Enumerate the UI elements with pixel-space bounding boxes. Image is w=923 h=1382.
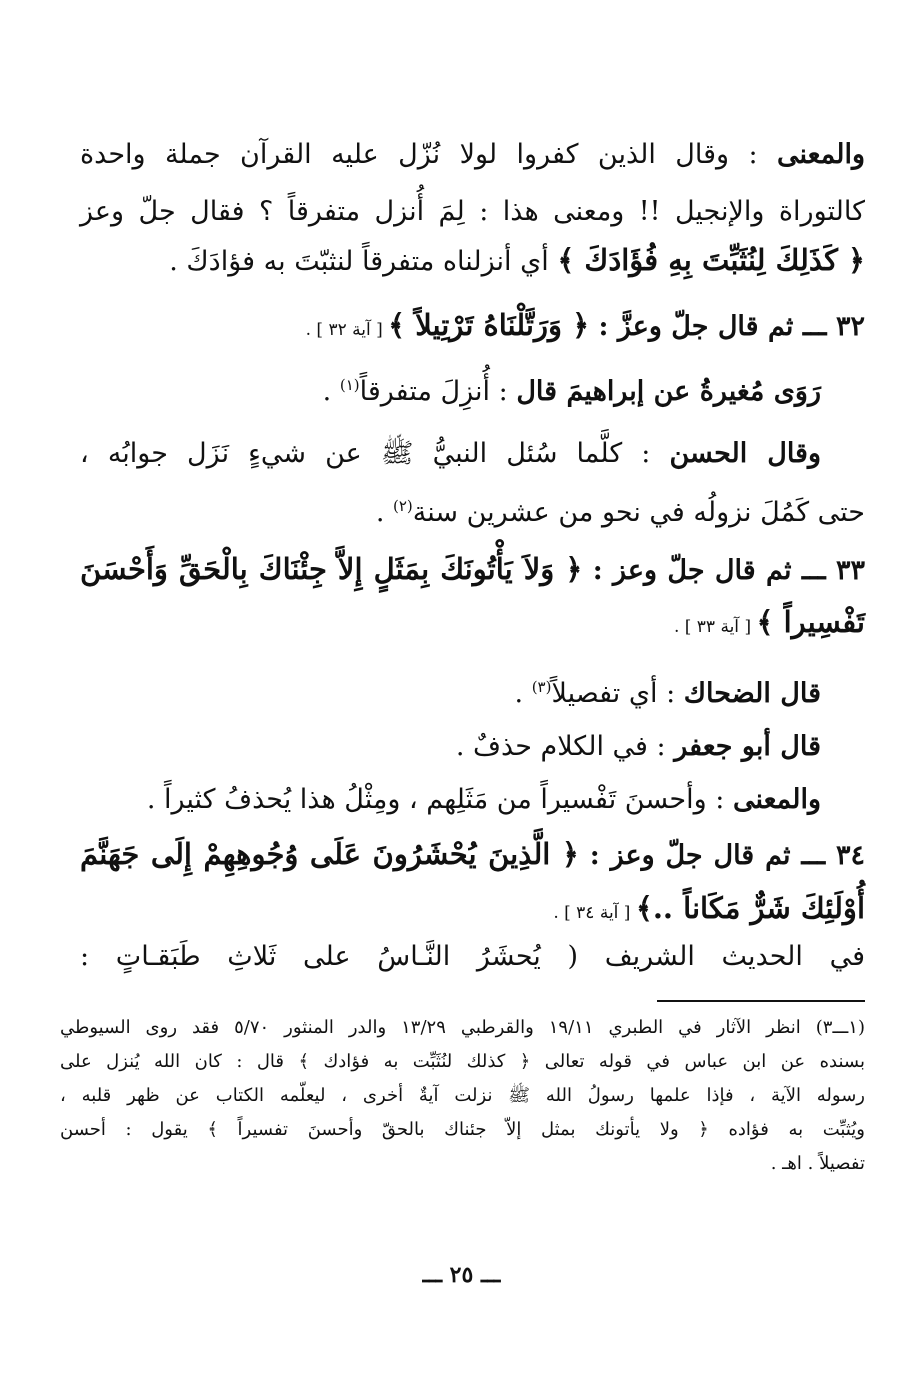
quran-quote: ﴿ وَرَتَّلْنَاهُ تَرْتِيلاً ﴾ — [388, 308, 590, 342]
line-end: . — [514, 678, 532, 709]
footnote-marker: (٢) — [393, 497, 413, 515]
verse-number: ٣٤ ـــ ثم قال جلّ وعز : — [578, 840, 866, 871]
quran-quote: تَفْسِيراً ﴾ — [756, 605, 865, 639]
body-line-2 — [80, 190, 865, 234]
body-line-9 — [80, 600, 865, 649]
lead-term: قال أبو جعفر — [674, 731, 821, 762]
line-text: : في الكلام حذفٌ . — [455, 731, 675, 762]
line-text: في الحديث الشريف ( يُحشَرُ النَّـاسُ على ثَلاثِ طَبَقـاتٍ : — [80, 941, 865, 972]
verse-number: ٣٣ ـــ ثم قال جلّ وعز : — [582, 555, 866, 586]
line-text: كالتوراة والإنجيل !! ومعنى هذا : لِمَ أُنزل متفرقاً ؟ فقال جلّ وعز — [80, 196, 865, 227]
line-text: حتى كَمُلَ نزولُه في نحو من عشرين سنة — [412, 497, 865, 528]
body-line-12 — [80, 778, 821, 822]
verse-heading-33 — [80, 547, 865, 593]
lead-term: والمعنى — [732, 784, 821, 815]
footnote-line-2: بسنده عن ابن عباس في قوله تعالى ﴿ كذلك لنُثَبِّت به فؤادك ﴾ قال : كان الله يُنزل على — [60, 1051, 865, 1072]
footnote-separator — [657, 1000, 865, 1002]
quran-quote: أُوْلَئِكَ شَرٌّ مَكَاناً ..﴾ — [635, 891, 865, 925]
footnote-marker: (٣) — [531, 678, 552, 696]
body-line-11 — [80, 725, 821, 769]
lead-term: والمعنى — [776, 139, 865, 170]
body-line-3 — [80, 238, 865, 284]
line-text: : أي تفصيلاً — [551, 678, 684, 709]
body-line-5 — [80, 363, 821, 414]
lead-term: وقال الحسن — [669, 438, 821, 469]
verse-ref: [ آية ٣٣ ] . — [673, 617, 757, 637]
verse-ref: [ آية ٣٢ ] . — [305, 320, 389, 340]
quran-quote: ﴿ وَلاَ يَأْتُونَكَ بِمَثَلٍ إِلاَّ جِئْنَاكَ بِالْحَقِّ وَأَحْسَنَ — [80, 552, 583, 586]
quran-quote: ﴿ كَذَلِكَ لِنُثَبِّتَ بِهِ فُؤَادَكَ ﴾ — [557, 243, 865, 277]
verse-ref: [ آية ٣٤ ] . — [553, 903, 636, 923]
body-line-14 — [80, 886, 865, 935]
footnote-line-5: تفصيلاً . اهـ . — [770, 1153, 865, 1174]
body-line-7 — [80, 484, 865, 535]
body-line-10 — [80, 665, 821, 716]
verse-heading-32 — [80, 303, 865, 352]
line-end: . — [322, 376, 340, 407]
footnote-line-1: (١ـــ٣) انظر الآثار في الطبري ١٩/١١ والقرطبي ١٣/٢٩ والدر المنثور ٥/٧٠ فقد روى السيوطي — [60, 1017, 865, 1038]
lead-term: قال الضحاك — [683, 678, 821, 709]
quran-quote: ﴿ الَّذِينَ يُحْشَرُونَ عَلَى وُجُوهِهِمْ إِلَى جَهَنَّمَ — [80, 837, 579, 871]
line-end: . — [375, 497, 393, 528]
line-text: أي أنزلناه متفرقاً لنثبّتَ به فؤادَكَ . — [169, 246, 558, 277]
body-line-1 — [80, 133, 865, 177]
line-text: : أُنزِلَ متفرقاً — [359, 376, 517, 407]
footnote-line-3: رسوله الآية ، فإذا علمها رسولُ الله ﷺ نزلت آيةٌ أخرى ، ليعلّمه الكتاب عن ظهر قلبه ، — [60, 1085, 865, 1106]
verse-number: ٣٢ ـــ ثم قال جلّ وعزَّ : — [589, 311, 865, 342]
body-line-6 — [80, 432, 821, 476]
line-text: : وأحسنَ تَفْسيراً من مَثَلِهم ، ومِثْلُ هذا يُحذفُ كثيراً . — [146, 784, 733, 815]
line-text: : وقال الذين كفروا لولا نُزّل عليه القرآن جملة واحدة — [80, 139, 777, 170]
body-line-15 — [80, 935, 865, 979]
footnote-marker: (١) — [339, 376, 360, 394]
verse-heading-34 — [80, 832, 865, 878]
footnote-line-4: ويُثبِّت به فؤاده ﴿ ولا يأتونك بمثل إلاّ جئناك بالحقّ وأحسنَ تفسيراً ﴾ يقول : أحسن — [60, 1119, 865, 1140]
lead-term: رَوَى مُغيرةُ عن إبراهيمَ قال — [516, 376, 821, 407]
line-text: : كلَّما سُئل النبيُّ ﷺ عن شيءٍ نَزَل جوابُه ، — [80, 438, 670, 469]
page-number: ـــ ٢٥ ـــ — [422, 1262, 501, 1288]
